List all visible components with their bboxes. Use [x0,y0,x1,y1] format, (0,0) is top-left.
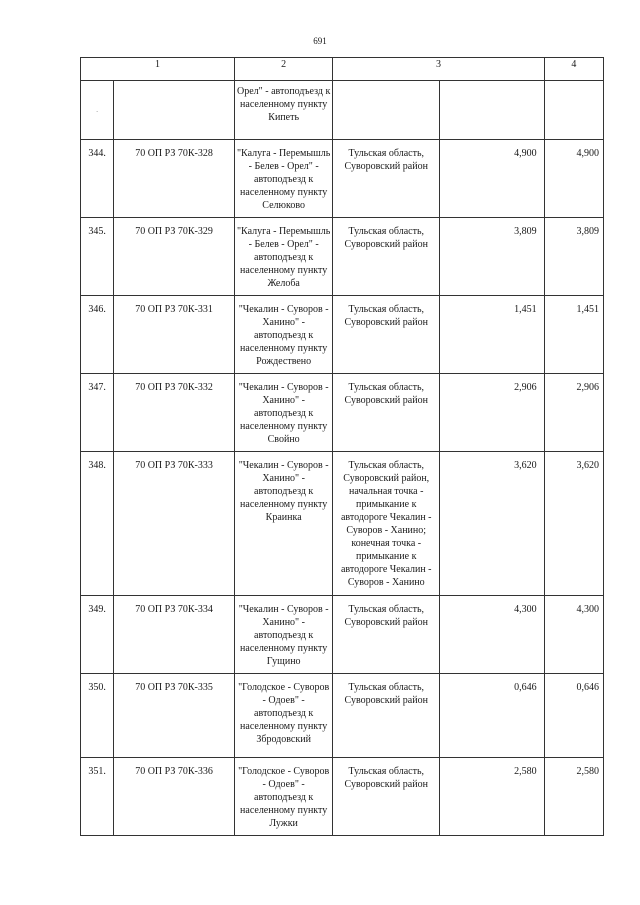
road-length: 3,620 [514,460,537,471]
road-length-total: 4,300 [576,604,599,615]
road-length: 2,580 [514,766,537,777]
road-code: 70 ОП РЗ 70К-333 [135,460,213,471]
road-length-total: 0,646 [576,682,599,693]
continuation-marker: . [96,105,99,114]
road-location: Тульская область, Суворовский район [344,148,428,172]
table-row [81,374,604,452]
table-row [81,674,604,758]
road-code: 70 ОП РЗ 70К-336 [135,766,213,777]
road-location: Тульская область, Суворовский район [344,382,428,406]
road-name: "Голодское - Суворов - Одоев" - автоподъезд к населенному пункту Збродовский [238,682,330,745]
road-location: Тульская область, Суворовский район [344,766,428,790]
page-number: 691 [313,36,327,46]
road-code: 70 ОП РЗ 70К-334 [135,604,213,615]
road-length-total: 3,809 [576,226,599,237]
header-col-3: 3 [333,58,544,81]
table-row [81,218,604,296]
table-row [81,140,604,218]
table-row [81,296,604,374]
row-number: 350. [88,682,106,693]
table-header-row [81,58,604,81]
road-length: 4,900 [514,148,537,159]
road-name: "Чекалин - Суворов - Ханино" - автоподъезд к населенному пункту Краинка [238,460,329,523]
road-name: "Чекалин - Суворов - Ханино" - автоподъезд к населенному пункту Гущино [238,604,329,667]
road-location: Тульская область, Суворовский район [344,304,428,328]
row-number: 347. [88,382,106,393]
table-row [81,758,604,836]
table-row [81,452,604,596]
row-number: 349. [88,604,106,615]
road-length-total: 2,580 [576,766,599,777]
road-length-total: 3,620 [576,460,599,471]
road-length-total: 4,900 [576,148,599,159]
table-row [81,596,604,674]
road-length: 1,451 [514,304,537,315]
road-name: "Чекалин - Суворов - Ханино" - автоподъезд к населенному пункту Свойно [238,382,329,445]
road-location: Тульская область, Суворовский район [344,604,428,628]
road-code: 70 ОП РЗ 70К-335 [135,682,213,693]
road-length-total: 1,451 [576,304,599,315]
table-row-continuation [81,81,604,140]
road-length: 4,300 [514,604,537,615]
road-location: Тульская область, Суворовский район, начальная точка - примыкание к автодороге Чекалин - Суворов - Ханино; конечная точка - примыкание к автодороге Чекалин - Суворов - Ханино [340,460,432,588]
row-number: 351. [88,766,106,777]
road-location: Тульская область, Суворовский район [344,682,428,706]
road-length-total: 2,906 [576,382,599,393]
row-number: 346. [88,304,106,315]
road-code: 70 ОП РЗ 70К-328 [135,148,213,159]
row-number: 344. [88,148,106,159]
header-col-2: 2 [234,58,333,81]
roads-table [80,57,604,836]
road-name: "Калуга - Перемышль - Белев - Орел" - автоподъезд к населенному пункту Селюково [236,148,331,211]
road-length: 3,809 [514,226,537,237]
road-length: 2,906 [514,382,537,393]
header-col-1: 1 [81,58,235,81]
road-location: Тульская область, Суворовский район [344,226,428,250]
header-col-4: 4 [544,58,603,81]
road-name: Орел" - автоподъезд к населенному пункту Кипеть [237,86,331,123]
road-name: "Голодское - Суворов - Одоев" - автоподъезд к населенному пункту Лужки [238,766,330,829]
row-number: 345. [88,226,106,237]
road-code: 70 ОП РЗ 70К-329 [135,226,213,237]
road-name: "Чекалин - Суворов - Ханино" - автоподъезд к населенному пункту Рождествено [238,304,329,367]
road-code: 70 ОП РЗ 70К-331 [135,304,213,315]
road-name: "Калуга - Перемышль - Белев - Орел" - автоподъезд к населенному пункту Желоба [236,226,331,289]
row-number: 348. [88,460,106,471]
road-code: 70 ОП РЗ 70К-332 [135,382,213,393]
road-length: 0,646 [514,682,537,693]
